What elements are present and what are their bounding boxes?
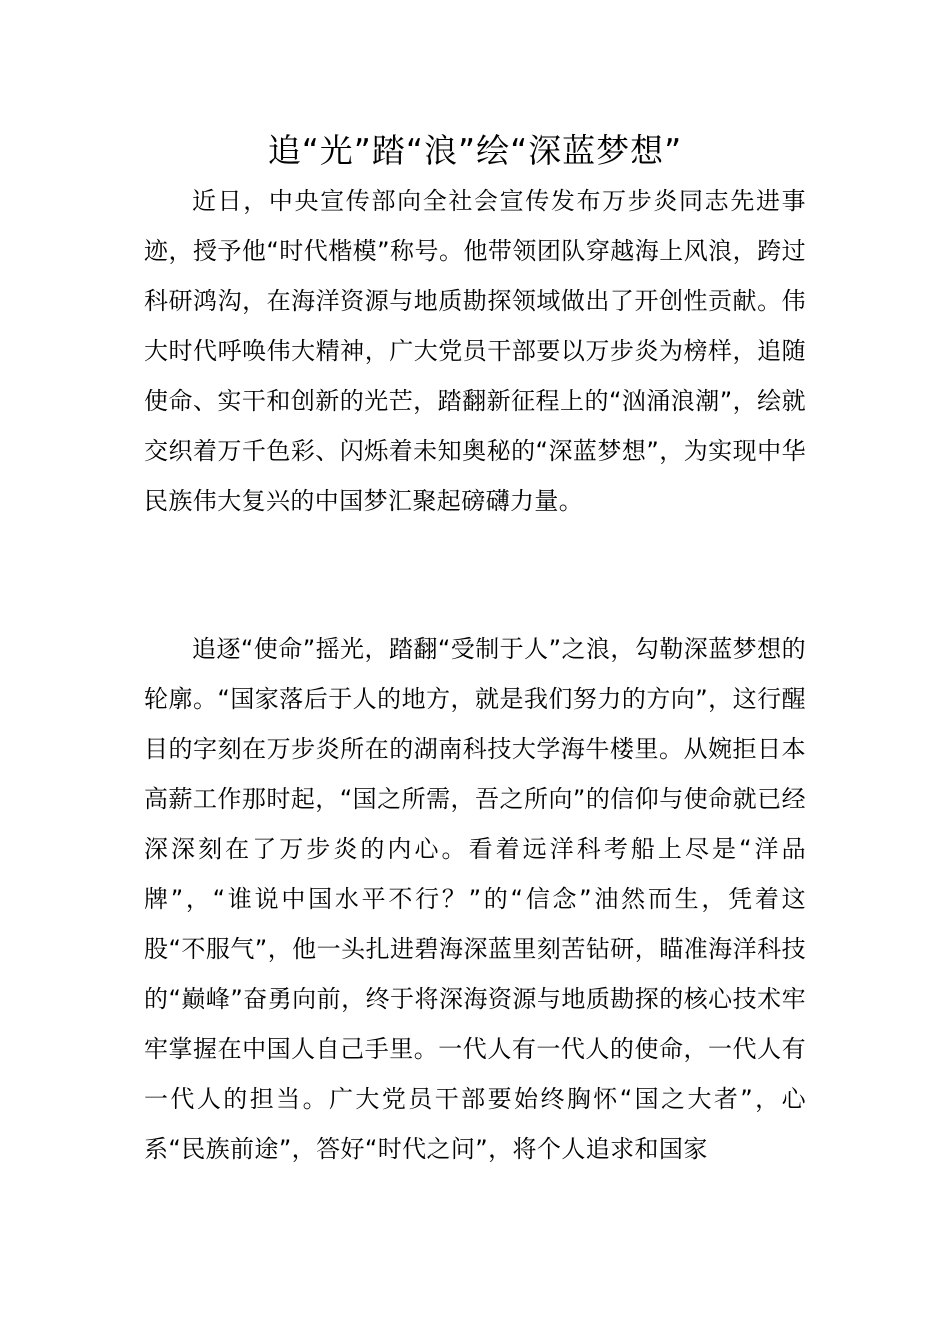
paragraph-intro: 近日，中央宣传部向全社会宣传发布万步炎同志先进事迹，授予他“时代楷模”称号。他带领团队穿越海上风浪，跨过科研鸿沟，在海洋资源与地质勘探领域做出了开创性贡献。伟大时代呼唤伟大精神，广大党员干部要以万步炎为榜样，追随使命、实干和创新的光芒，踏翻新征程上的“汹涌浪潮”，绘就交织着万千色彩、闪烁着未知奥秘的“深蓝梦想”，为实现中华民族伟大复兴的中国梦汇聚起磅礴力量。 [144, 187, 806, 515]
paragraph-mission: 追逐“使命”摇光，踏翻“受制于人”之浪，勾勒深蓝梦想的轮廓。“国家落后于人的地方，就是我们努力的方向”，这行醒目的字刻在万步炎所在的湖南科技大学海牛楼里。从婉拒日本高薪工作那时起，“国之所需，吾之所向”的信仰与使命就已经深深刻在了万步炎的内心。看着远洋科考船上尽是“洋品牌”，“谁说中国水平不行？”的“信念”油然而生，凭着这股“不服气”，他一头扎进碧海深蓝里刻苦钻研，瞄准海洋科技的“巅峰”奋勇向前，终于将深海资源与地质勘探的核心技术牢牢掌握在中国人自己手里。一代人有一代人的使命，一代人有一代人的担当。广大党员干部要始终胸怀“国之大者”，心系“民族前途”，答好“时代之问”，将个人追求和国家 [144, 635, 806, 1163]
document-title: 追“光”踏“浪”绘“深蓝梦想” [267, 131, 683, 170]
